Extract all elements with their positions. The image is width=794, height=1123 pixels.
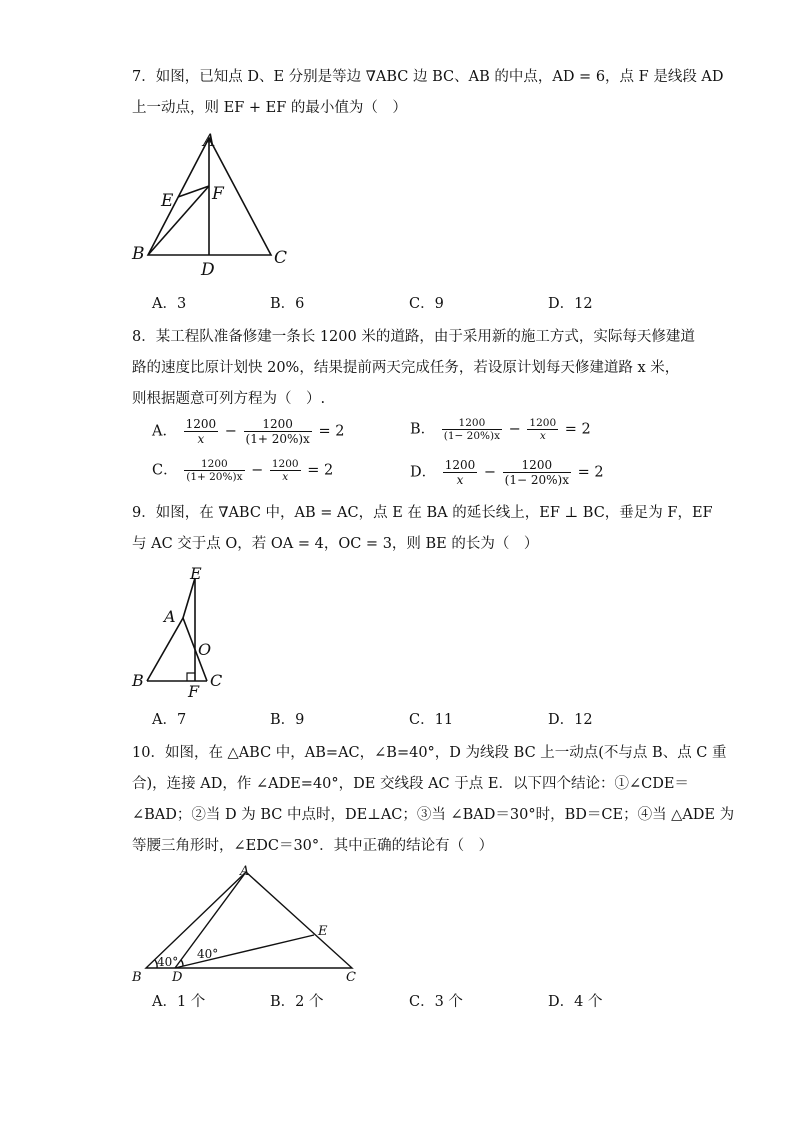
q9-label-b: B [132, 671, 144, 690]
question-10 [132, 738, 735, 862]
q8-line-2: 路的速度比原计划快 20%，结果提前两天完成任务，若设原计划每天修建道路 x 米， [132, 360, 680, 376]
q10-line-2: 合)，连接 AD，作 ∠ADE=40°，DE 交线段 AC 于点 E．以下四个结论：①∠CDE＝ [132, 776, 689, 792]
q10-line-3: ∠BAD；②当 D 为 BC 中点时，DE⊥AC；③当 ∠BAD＝30°时，BD＝CE；④当 △ADE 为 [132, 807, 735, 823]
q10-angle-label-b: 40° [157, 955, 179, 969]
q7-label-e: E [161, 191, 174, 211]
q7-label-b: B [132, 244, 145, 264]
question-9 [132, 498, 713, 560]
q10-option-d[interactable]: D．4 个 [548, 994, 603, 1010]
q10-label-d: D [172, 970, 183, 985]
q8-line-3: 则根据题意可列方程为（ ）. [132, 391, 326, 407]
q9-option-a[interactable]: A．7 [152, 712, 187, 728]
q9-option-b[interactable]: B．9 [270, 712, 305, 728]
q10-triangle-abc [146, 872, 352, 968]
q10-label-e: E [318, 924, 328, 939]
question-8 [132, 322, 695, 415]
q9-label-f: F [188, 682, 200, 700]
q10-figure [128, 862, 368, 988]
q9-right-angle-mark [187, 673, 195, 681]
q7-figure [125, 128, 295, 280]
q7-option-b[interactable]: B．6 [270, 296, 305, 312]
question-7 [132, 62, 724, 124]
q9-line-1: 9．如图，在 ∇ABC 中，AB = AC，点 E 在 BA 的延长线上，EF ⊥ BC，垂足为 F，EF [132, 505, 713, 521]
q7-label-c: C [274, 248, 288, 268]
q8-line-1: 8．某工程队准备修建一条长 1200 米的道路，由于采用新的施工方式，实际每天修建道 [132, 329, 695, 345]
q9-label-o: O [198, 640, 212, 659]
q10-option-c[interactable]: C．3 个 [409, 994, 463, 1010]
q7-option-a[interactable]: A．3 [152, 296, 187, 312]
q7-option-d[interactable]: D．12 [548, 296, 593, 312]
q9-label-a: A [164, 607, 176, 626]
q10-angle-label-d: 40° [197, 947, 219, 961]
q10-option-b[interactable]: B．2 个 [270, 994, 324, 1010]
q8-option-a[interactable]: A． $\frac{1200}{x}$ − $\frac{1200}{(1+ 20\%)x}$ = 2 [152, 417, 345, 446]
q7-label-d: D [201, 260, 215, 280]
q10-line-1: 10．如图，在 △ABC 中，AB=AC，∠B=40°，D 为线段 BC 上一动点(不与点 B、点 C 重 [132, 745, 727, 761]
q8-option-d[interactable]: D． $\frac{1200}{x}$ − $\frac{1200}{(1- 20\%)x}$ = 2 [410, 458, 604, 487]
q9-figure [128, 562, 228, 700]
q7-option-c[interactable]: C．9 [409, 296, 444, 312]
q7-line-1: 7．如图，已知点 D、E 分别是等边 ∇ABC 边 BC、AB 的中点，AD = 6，点 F 是线段 AD [132, 69, 724, 85]
q10-label-a: A [240, 864, 250, 879]
q10-options [152, 990, 672, 1014]
q10-label-b: B [132, 970, 142, 985]
q8-option-b[interactable]: B． $\frac{1200}{(1- 20\%)x}$ − $\frac{1200}{x}$ = 2 [410, 417, 591, 442]
q7-options [152, 292, 672, 316]
q9-option-c[interactable]: C．11 [409, 712, 454, 728]
q9-extension-ae [183, 578, 195, 618]
q10-line-4: 等腰三角形时，∠EDC＝30°．其中正确的结论有（ ） [132, 838, 494, 854]
q10-angle-arc-d [181, 960, 183, 966]
q7-label-a: A [203, 131, 216, 151]
q9-label-e: E [190, 564, 202, 583]
q7-label-f: F [212, 184, 224, 204]
q9-option-d[interactable]: D．12 [548, 712, 593, 728]
q8-option-c[interactable]: C． $\frac{1200}{(1+ 20\%)x}$ − $\frac{1200}{x}$ = 2 [152, 458, 334, 483]
q10-label-c: C [346, 970, 356, 985]
q9-line-2: 与 AC 交于点 O，若 OA = 4，OC = 3，则 BE 的长为（ ） [132, 536, 539, 552]
q10-option-a[interactable]: A．1 个 [152, 994, 206, 1010]
q9-options [152, 708, 672, 732]
q7-line-2: 上一动点，则 EF + EF 的最小值为（ ） [132, 100, 407, 116]
q9-label-c: C [210, 671, 223, 690]
